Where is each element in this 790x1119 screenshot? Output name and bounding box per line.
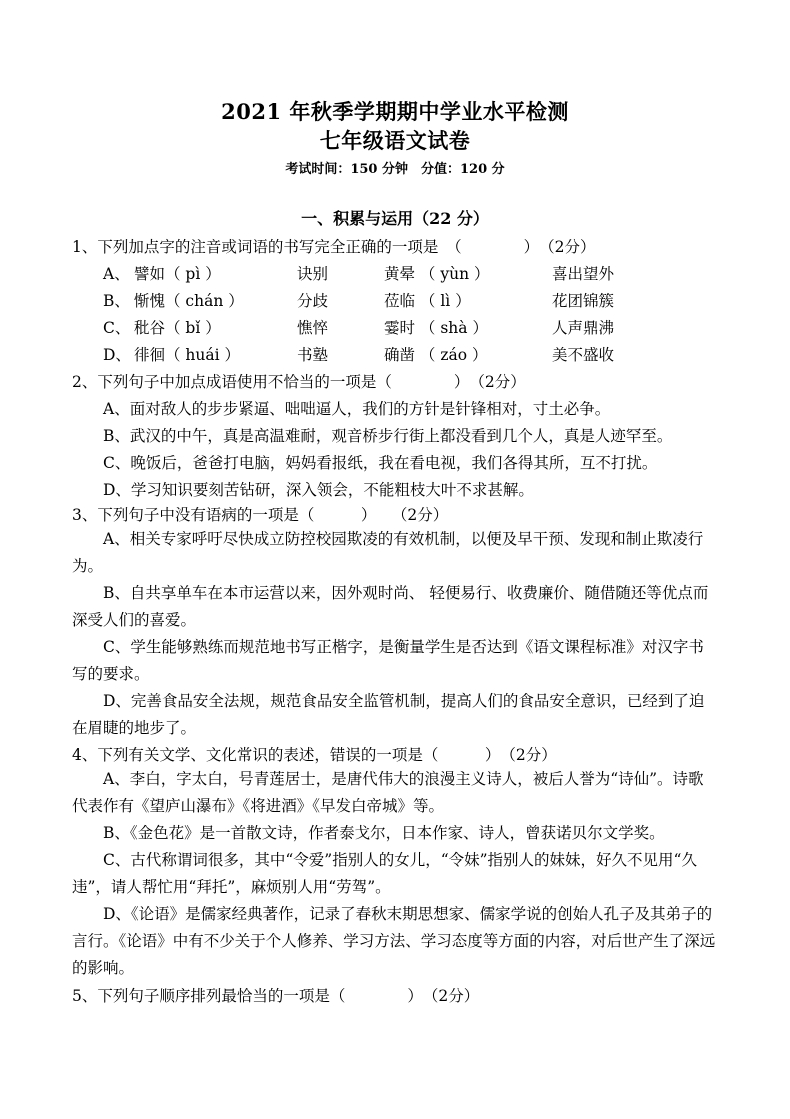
q1-option-b-word4: 花团锦簇: [552, 292, 615, 310]
q3-option-c: C、学生能够熟练而规范地书写正楷字，是衡量学生是否达到《语文课程标准》对汉字书写的要求。: [72, 638, 704, 683]
q4-option-b: B、《金色花》是一首散文诗，作者泰戈尔，日本作家、诗人，曾获诺贝尔文学奖。: [103, 824, 665, 842]
q4-option-c: C、古代称谓词很多，其中“令爱”指别人的女儿，“令妹”指别人的妹妹，好久不见用“久违”，请人帮忙用“拜托”，麻烦别人用“劳驾”。: [72, 851, 697, 896]
q2-option-d: D、学习知识要刻苦钻研，深入领会，不能粗枝大叶不求甚解。: [103, 481, 534, 499]
question-1-stem: 1、下列加点字的注音或词语的书写完全正确的一项是 （ ） （2分）: [72, 238, 596, 256]
q2-option-b: B、武汉的中午，真是高温难耐，观音桥步行街上都没看到几个人，真是人迹罕至。: [103, 427, 673, 445]
question-3-stem: 3、下列句子中没有语病的一项是（ ） （2分）: [72, 506, 449, 524]
q1-option-a-word2: 诀别: [297, 265, 329, 283]
q1-option-c-word2: 憔悴: [297, 319, 329, 337]
question-2-stem: 2、下列句子中加点成语使用不恰当的一项是（ ） （2分）: [72, 373, 526, 391]
q3-option-b: B、自共享单车在本市运营以来，因外观时尚、 轻便易行、收费廉价、随借随还等优点而深受人们的喜爱。: [72, 584, 709, 629]
q1-option-c-word1: 秕谷（ bǐ ）: [134, 319, 221, 337]
section-title: 一、积累与运用（22 分）: [301, 209, 489, 228]
q1-option-b-word1: 惭愧（ chán ）: [134, 292, 244, 310]
q1-option-a-label: A、: [103, 265, 130, 283]
exam-title-line1: 2021 年秋季学期期中学业水平检测: [221, 99, 569, 124]
exam-info: 考试时间：150 分钟 分值：120 分: [285, 162, 505, 177]
q1-option-b-word3: 莅临 （ lì ）: [384, 292, 471, 310]
q3-option-d: D、完善食品安全法规，规范食品安全监管机制，提高人们的食品安全意识，已经到了迫在眉睫的地步了。: [72, 692, 705, 737]
q1-option-d-word1: 徘徊（ huái ）: [134, 346, 241, 364]
q2-option-c: C、晚饭后，爸爸打电脑，妈妈看报纸，我在看电视，我们各得其所，互不打扰。: [103, 454, 658, 472]
q1-option-d-label: D、: [103, 346, 131, 364]
question-4-stem: 4、下列有关文学、文化常识的表述，错误的一项是（ ） （2分）: [72, 746, 557, 764]
q1-option-b-word2: 分歧: [297, 292, 329, 310]
q1-option-c-label: C、: [103, 319, 131, 337]
q1-option-b-label: B、: [103, 292, 130, 310]
q1-option-a-word4: 喜出望外: [552, 265, 615, 283]
q4-option-a: A、李白，字太白，号青莲居士，是唐代伟大的浪漫主义诗人，被后人誉为“诗仙”。诗歌代表作有《望庐山瀑布》《将进酒》《早发白帝城》等。: [72, 770, 704, 815]
q1-option-a-word3: 黄晕 （ yùn ）: [384, 265, 490, 283]
exam-title-line2: 七年级语文试卷: [319, 128, 471, 153]
q1-option-d-word2: 书塾: [297, 346, 329, 364]
q1-option-c-word4: 人声鼎沸: [552, 319, 615, 337]
q1-option-d-word3: 确凿 （ záo ）: [384, 346, 488, 364]
q3-option-a: A、相关专家呼吁尽快成立防控校园欺凌的有效机制，以便及早干预、发现和制止欺凌行为。: [72, 530, 704, 575]
q2-option-a: A、面对敌人的步步紧逼、咄咄逼人，我们的方针是针锋相对，寸土必争。: [103, 400, 611, 418]
question-5-stem: 5、下列句子顺序排列最恰当的一项是（ ） （2分）: [72, 987, 480, 1005]
q1-option-d-word4: 美不盛收: [552, 346, 615, 364]
q1-option-a-word1: 譬如（ pì ）: [134, 265, 221, 283]
q4-option-d: D、《论语》是儒家经典著作，记录了春秋末期思想家、儒家学说的创始人孔子及其弟子的言行。《论语》中有不少关于个人修养、学习方法、学习态度等方面的内容，对后世产生了深远的影响。: [72, 905, 716, 977]
q1-option-c-word3: 霎时 （ shà ）: [384, 319, 488, 337]
